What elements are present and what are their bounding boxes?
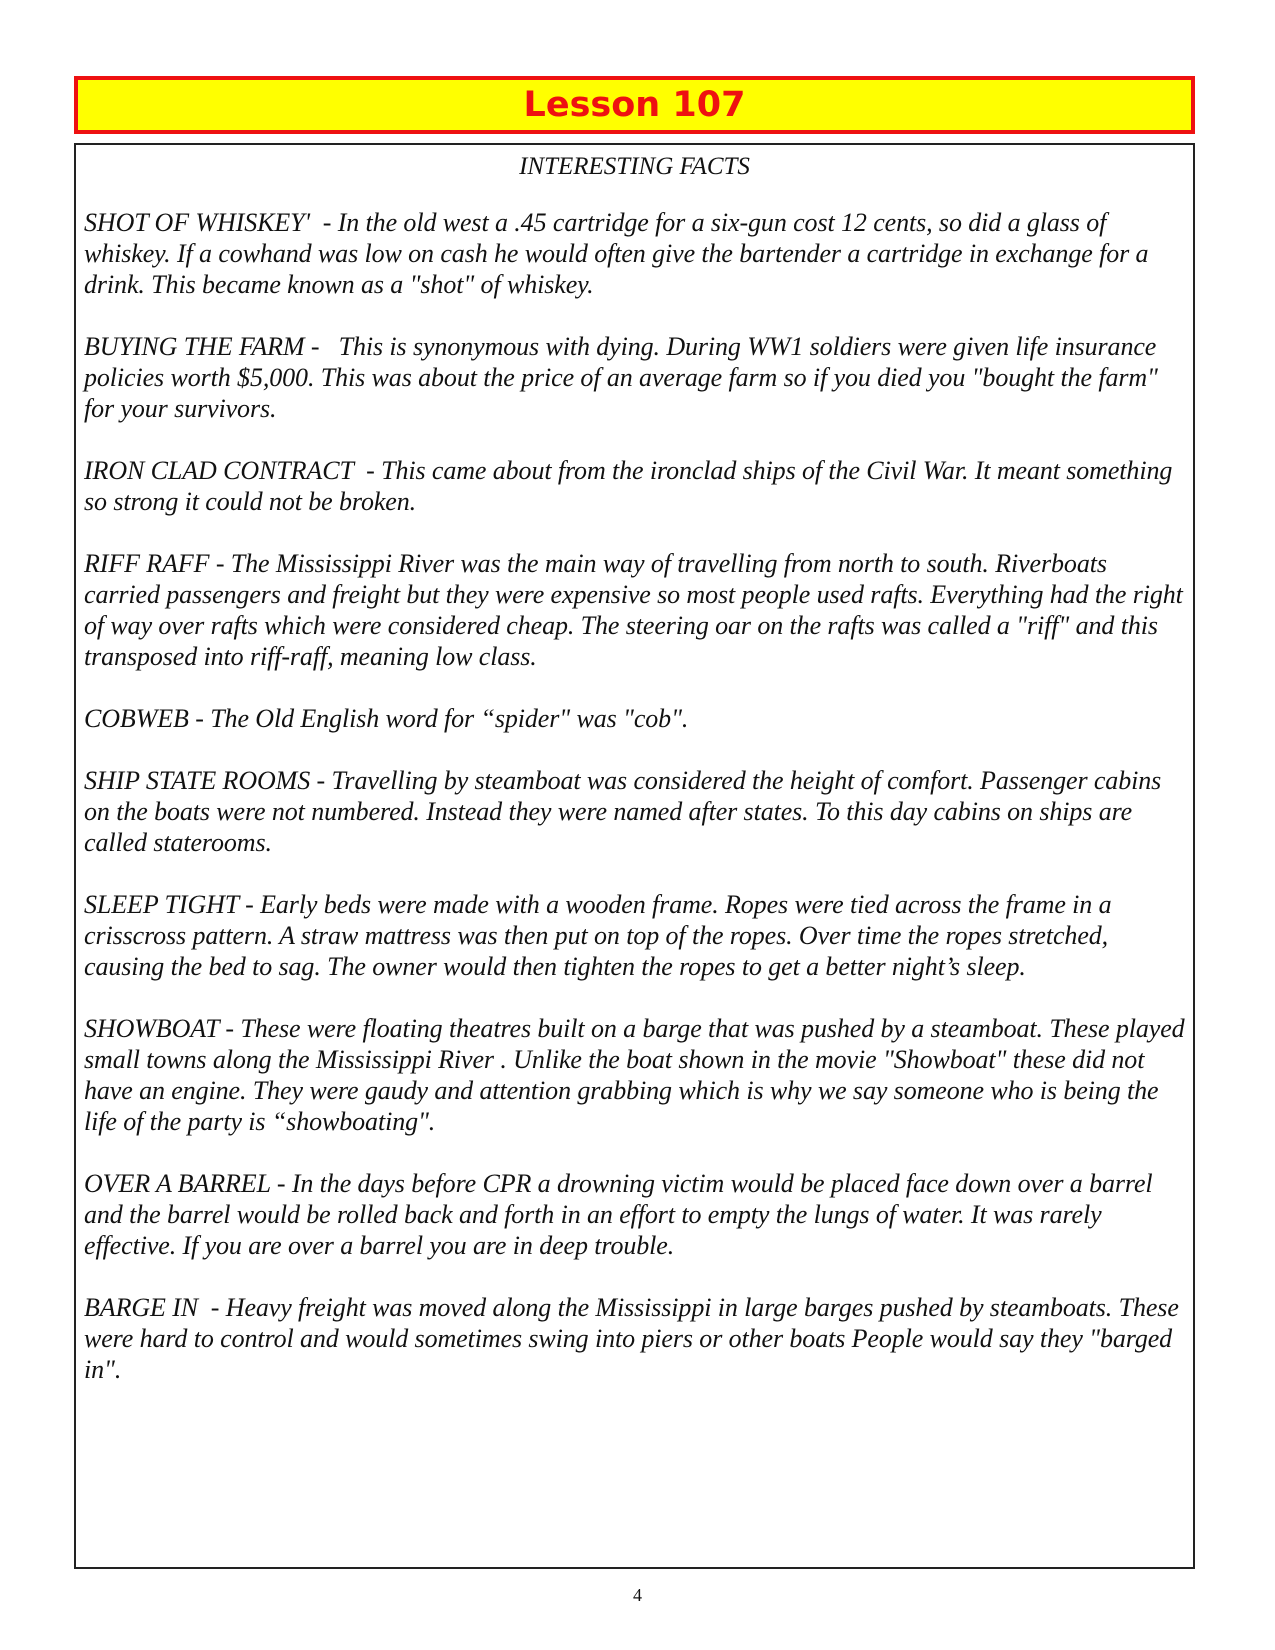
fact-text: Heavy freight was moved along the Mississippi in large barges pushed by steamboats. These were hard to control and would sometimes swing into piers or other boats People would say they "barged in". (84, 1293, 1179, 1384)
fact-term: SHOT OF WHISKEY' - (84, 208, 338, 237)
fact-term: SHOWBOAT - (84, 1014, 241, 1043)
fact-text: This is synonymous with dying. During WW1 soldiers were given life insurance policies worth $5,000. This was about the price of an average farm so if you died you "bought the farm" for your survivors. (84, 332, 1158, 423)
section-title: INTERESTING FACTS (519, 153, 750, 180)
fact-item (84, 889, 1187, 982)
fact-term: RIFF RAFF - (84, 549, 231, 578)
fact-term: SLEEP TIGHT - (84, 890, 261, 919)
fact-text: Early beds were made with a wooden frame. Ropes were tied across the frame in a crisscross pattern. A straw mattress was then put on top of the ropes. Over time the ropes stretched, causing the bed to sag. The owner would then tighten the ropes to get a better night’s sleep. (84, 890, 1112, 981)
fact-item (84, 455, 1187, 517)
fact-text: This came about from the ironclad ships of the Civil War. It meant something so strong it could not be broken. (84, 456, 1173, 516)
fact-item (84, 765, 1187, 858)
fact-text: In the days before CPR a drowning victim would be placed face down over a barrel and the barrel would be rolled back and forth in an effort to empty the lungs of water. It was rarely effective. If you are over a barrel you are in deep trouble. (84, 1169, 1153, 1260)
fact-term: OVER A BARREL - (84, 1169, 292, 1198)
fact-term: COBWEB - (84, 704, 211, 733)
fact-text: The Old English word for “spider" was "cob". (210, 704, 689, 733)
fact-item (84, 1168, 1187, 1261)
fact-text: These were floating theatres built on a barge that was pushed by a steamboat. These played small towns along the Mississippi River . Unlike the boat shown in the movie "Showboat" these did not have an engine. They were gaudy and attention grabbing which is why we say someone who is being the life of the party is “showboating". (84, 1014, 1185, 1136)
fact-term: SHIP STATE ROOMS - (84, 766, 332, 795)
page-number: 4 (633, 1585, 642, 1605)
fact-item (84, 1013, 1187, 1137)
fact-text: Travelling by steamboat was considered the height of comfort. Passenger cabins on the boats were not numbered. Instead they were named after states. To this day cabins on ships are called staterooms. (84, 766, 1162, 857)
fact-term: IRON CLAD CONTRACT - (84, 456, 382, 485)
facts-content-box (74, 143, 1195, 1569)
fact-term: BUYING THE FARM - (84, 332, 339, 361)
fact-item (84, 1292, 1187, 1385)
fact-text: In the old west a .45 cartridge for a six-gun cost 12 cents, so did a glass of whiskey. If a cowhand was low on cash he would often give the bartender a cartridge in exchange for a drink. This became known as a "shot" of whiskey. (84, 208, 1149, 299)
lesson-title: Lesson 107 (523, 84, 746, 125)
fact-item (84, 207, 1187, 300)
fact-item (84, 331, 1187, 424)
facts-list (84, 207, 1187, 1416)
fact-item (84, 703, 1187, 734)
fact-item (84, 548, 1187, 672)
fact-text: The Mississippi River was the main way of travelling from north to south. Riverboats carried passengers and freight but they were expensive so most people used rafts. Everything had the right of way over rafts which were considered cheap. The steering oar on the rafts was called a "riff" and this transposed into riff-raff, meaning low class. (84, 549, 1183, 671)
fact-term: BARGE IN - (84, 1293, 226, 1322)
lesson-banner (74, 76, 1195, 134)
